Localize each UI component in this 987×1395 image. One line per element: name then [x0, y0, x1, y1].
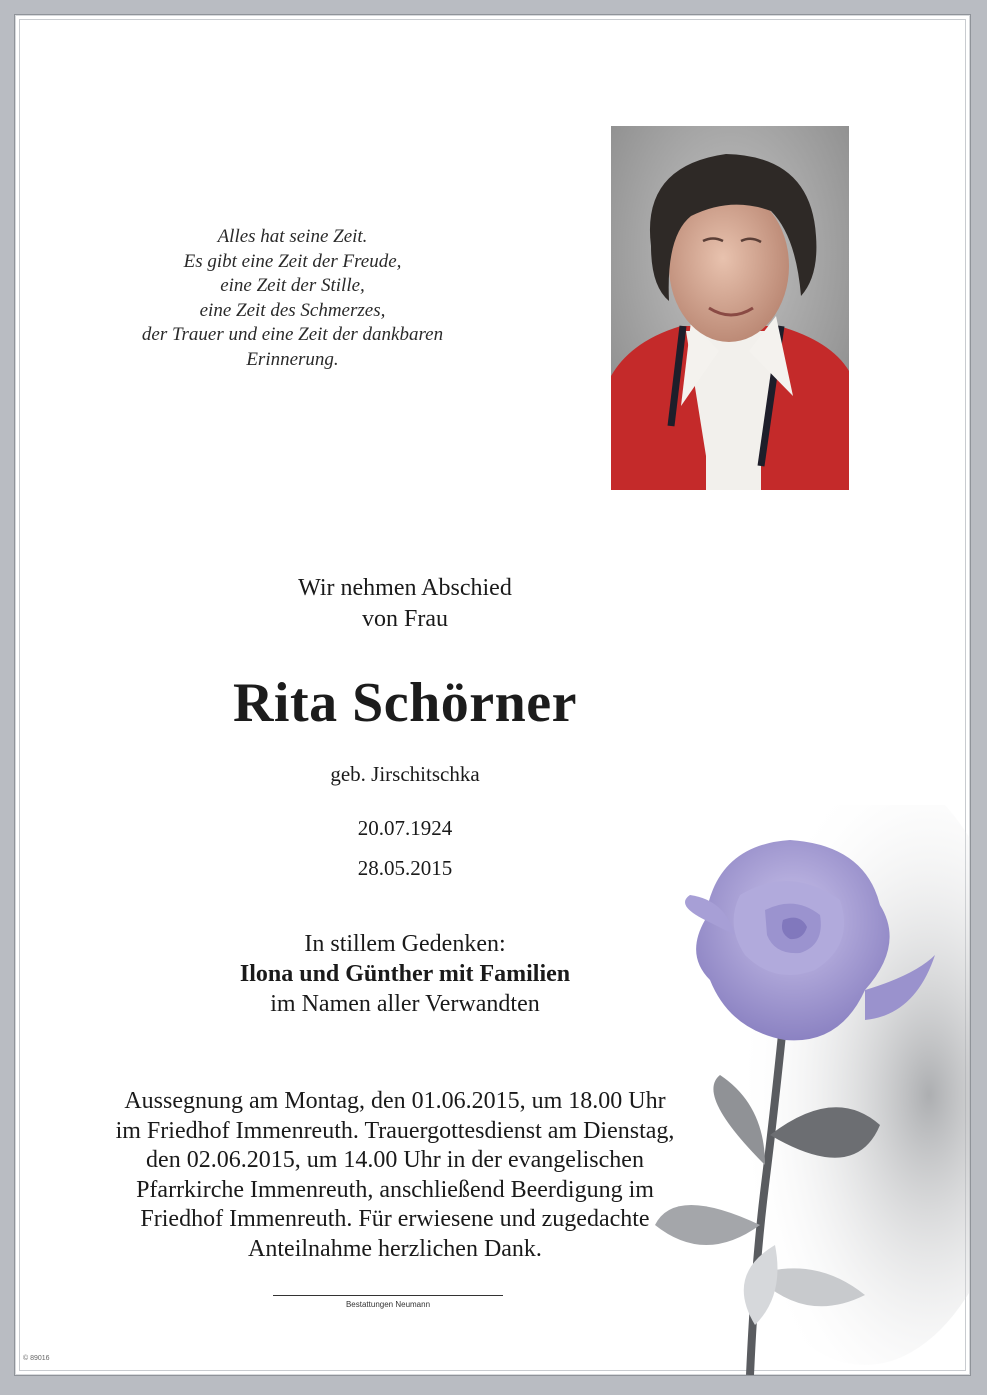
obituary-card — [14, 14, 971, 1376]
service-line: Friedhof Immenreuth. Für erwiesene und zugedachte — [140, 1206, 650, 1232]
relatives-line: im Namen aller Verwandten — [270, 991, 540, 1017]
service-line: den 02.06.2015, um 14.00 Uhr in der evangelischen — [146, 1147, 644, 1173]
family-names: Ilona und Günther mit Familien — [239, 961, 571, 987]
farewell-line-2: von Frau — [362, 606, 448, 632]
print-mark: © 89016 — [23, 1355, 50, 1362]
poem-line: eine Zeit des Schmerzes, — [199, 299, 386, 321]
poem-line: Alles hat seine Zeit. — [217, 226, 368, 247]
portrait-photo — [611, 126, 849, 490]
date-of-death: 28.05.2015 — [357, 856, 453, 880]
poem-line: Es gibt eine Zeit der Freude, — [183, 250, 402, 272]
portrait-image — [611, 126, 849, 490]
service-line: im Friedhof Immenreuth. Trauergottesdienst am Dienstag, — [115, 1117, 675, 1144]
farewell-text — [105, 573, 705, 635]
farewell-line-1: Wir nehmen Abschied — [298, 575, 512, 601]
poem-line: eine Zeit der Stille, — [220, 275, 365, 296]
poem-line: Erinnerung. — [246, 348, 339, 370]
poem-line: der Trauer und eine Zeit der dankbaren — [141, 324, 444, 345]
birth-name: geb. Jirschitschka — [330, 762, 480, 786]
poem — [95, 225, 490, 372]
service-line: Aussegnung am Montag, den 01.06.2015, um 18.00 Uhr — [124, 1088, 666, 1114]
memory-intro: In stillem Gedenken: — [304, 931, 506, 957]
service-line: Anteilnahme herzlichen Dank. — [248, 1235, 542, 1262]
service-line: Pfarrkirche Immenreuth, anschließend Beerdigung im — [136, 1176, 654, 1203]
deceased-name: Rita Schörner — [232, 672, 577, 734]
date-of-birth: 20.07.1924 — [357, 816, 453, 840]
funeral-home: Bestattungen Neumann — [345, 1300, 431, 1309]
service-details — [60, 1087, 730, 1264]
signature-line — [273, 1295, 503, 1296]
